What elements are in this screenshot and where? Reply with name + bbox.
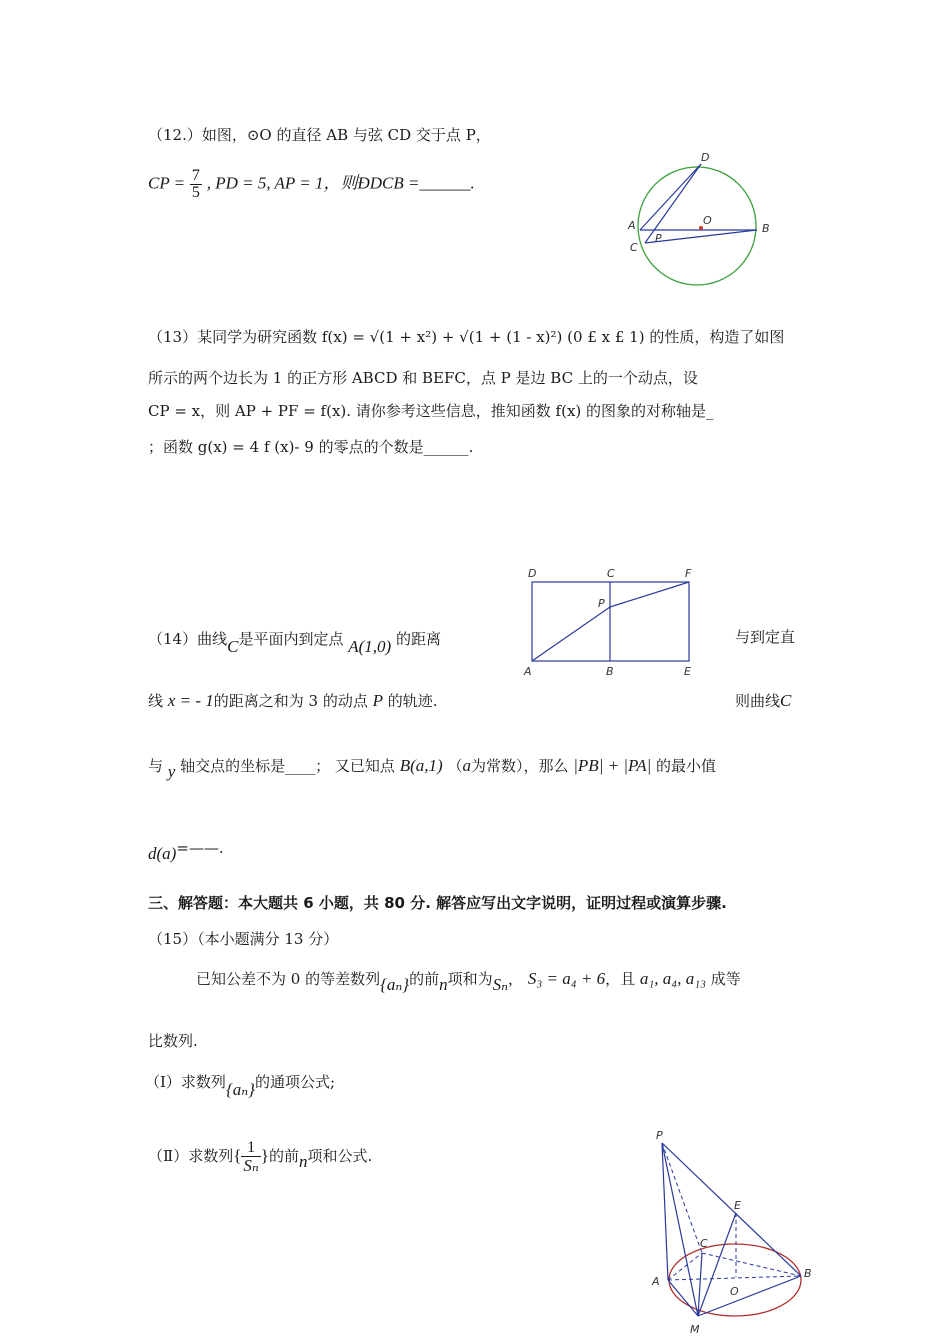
q15-edge-mb [698, 1276, 801, 1316]
q15-seq-an: {aₙ} [380, 975, 410, 994]
q15-label-b: B [804, 1267, 812, 1280]
q13-label-c: C [607, 567, 615, 580]
q15-part1-b: 的通项公式; [254, 1073, 335, 1091]
q15-line1-e: ，且 [605, 970, 636, 988]
q13-segment-pf [610, 582, 689, 607]
q14-line2-left [148, 692, 438, 709]
q14-point-b: B(a,1) [399, 756, 443, 775]
q13-segment-ap [532, 607, 610, 661]
q15-part2-n: n [298, 1152, 308, 1171]
q13-line4: ；函数 g(x) = 4 f (x)- 9 的零点的个数是______. [148, 438, 474, 456]
q14-line2-right-text: 则曲线 [735, 692, 781, 710]
q15-label-e: E [734, 1199, 741, 1212]
q12-cp-label: CP = [148, 173, 186, 193]
q14-const-a: a [462, 756, 471, 775]
q14-point-a: A(1,0) [348, 637, 392, 656]
q14-line1-left [148, 630, 441, 656]
q15-part2-b: 的前 [268, 1147, 299, 1165]
q12-circle-figure [625, 148, 770, 288]
q13-line3: CP = x，则 AP + PF = f(x). 请你参考这些信息，推知函数 f(x) 的图象的对称轴是_ [148, 402, 714, 420]
q14-line2-b: 的距离之和为 3 的动点 [213, 692, 368, 710]
q12-label-b: B [762, 222, 770, 235]
q12-label-c: C [630, 241, 638, 254]
q12-label-p: P [655, 232, 662, 245]
q15-part1-seq: {aₙ} [225, 1080, 255, 1099]
q15-part2 [148, 1140, 372, 1174]
q15-label-c: C [700, 1237, 708, 1250]
q15-part2-fraction [241, 1140, 260, 1174]
q15-terms: a₁, a₄, a₁₃ [639, 969, 707, 988]
q14-line3-b: 轴交点的坐标是____； 又已知点 [180, 757, 395, 775]
q15-line1-d: ， [508, 970, 524, 988]
q15-edge-pm [662, 1143, 698, 1316]
q15-part1-a: （Ⅰ）求数列 [145, 1073, 226, 1091]
q13-label-f: F [685, 567, 692, 580]
q12-line-cd [645, 164, 701, 243]
q13-label-a: A [524, 665, 532, 678]
q13-label-p: P [598, 597, 605, 610]
q15-part2-lbrace: { [233, 1146, 242, 1165]
q15-part2-rbrace: } [260, 1146, 269, 1165]
q15-label-p: P [656, 1129, 663, 1142]
q14-line3-c: （ [447, 757, 463, 775]
q14-curve-c: C [227, 637, 239, 656]
q15-title: （15）（本小题满分 13 分） [148, 930, 339, 948]
q15-label-o: O [730, 1285, 739, 1298]
q15-part2-frac-den: Sₙ [243, 1156, 259, 1175]
q14-line1-a: （14）曲线 [148, 630, 228, 648]
q12-label-a: A [628, 219, 636, 232]
q14-line3-a: 与 [148, 757, 164, 775]
q14-line2-a: 线 [148, 692, 164, 710]
q14-line1-c: 的距离 [395, 630, 441, 648]
q15-edge-pb [662, 1143, 801, 1276]
q15-sn: Sₙ [492, 975, 509, 994]
q15-line1-a: 已知公差不为 0 的等差数列 [196, 970, 381, 988]
q15-line1-b: 的前 [409, 970, 440, 988]
q14-line-eq: x = - 1 [167, 691, 214, 710]
q14-line4 [148, 839, 224, 863]
q13-line2: 所示的两个边长为 1 的正方形 ABCD 和 BEFC，点 P 是边 BC 上的一个动点，设 [148, 369, 698, 387]
q12-circle [638, 167, 756, 285]
q14-line3-d: 为常数），那么 [470, 757, 569, 775]
q15-label-a: A [652, 1275, 660, 1288]
q15-label-m: M [690, 1323, 700, 1336]
q13-label-e: E [684, 665, 691, 678]
q12-frac-num: 7 [191, 167, 200, 184]
q12-line1: （12.）如图，⊙O 的直径 AB 与弦 CD 交于点 P， [148, 126, 491, 144]
q12-line2-rest: , PD = 5, AP = 1，则ÐDCB =______. [206, 173, 475, 193]
q15-part1 [145, 1073, 335, 1099]
q15-line1-c: 项和为 [447, 970, 493, 988]
q12-line-cb [645, 230, 757, 243]
q14-d-of-a: d(a) [148, 844, 177, 863]
q13-label-d: D [528, 567, 537, 580]
q15-line1-f: 成等 [710, 970, 741, 988]
q15-n: n [439, 975, 448, 994]
q14-line3-e: 的最小值 [656, 757, 717, 775]
q14-expr: |PB| + |PA| [573, 756, 652, 775]
q12-line2 [148, 168, 475, 201]
q14-y-axis: y [167, 762, 176, 781]
q13-label-b: B [606, 665, 614, 678]
q13-line1: （13）某同学为研究函数 f(x) = √(1 + x²) + √(1 + (1 - x)²) (0 £ x £ 1) 的性质，构造了如图 [148, 328, 785, 346]
q15-edge-pa [662, 1143, 668, 1280]
q15-s3-eq: S₃ = a₄ + 6 [527, 969, 606, 988]
q14-point-p: P [372, 691, 383, 710]
q15-part2-frac-num: 1 [241, 1140, 260, 1157]
q15-part2-c: 项和公式. [307, 1147, 373, 1165]
q12-frac-den: 5 [191, 184, 200, 201]
section3-heading: 三、解答题：本大题共 6 小题，共 80 分. 解答应写出文字说明，证明过程或演算步骤. [148, 894, 727, 912]
q12-label-d: D [701, 151, 710, 164]
q14-line3 [148, 756, 717, 781]
q15-solid-figure [640, 1125, 840, 1340]
q14-line2-curve-c: C [780, 691, 792, 710]
q14-line1-b: 是平面内到定点 [238, 630, 344, 648]
q15-edge-am [668, 1280, 698, 1316]
q15-part2-a: （Ⅱ）求数列 [148, 1147, 234, 1165]
q13-squares-figure [520, 565, 710, 680]
q14-line4-rest: =——. [176, 839, 224, 857]
q14-line2-c: 的轨迹. [387, 692, 438, 710]
q12-fraction [190, 168, 202, 201]
q15-edge-ab [668, 1276, 801, 1280]
q15-edge-me [698, 1213, 736, 1316]
q14-line1-right: 与到定直 [735, 628, 796, 646]
q12-label-o: O [703, 214, 712, 227]
q14-line2-right [735, 692, 791, 709]
q15-line1 [196, 969, 741, 994]
q15-line2: 比数列. [148, 1032, 198, 1050]
